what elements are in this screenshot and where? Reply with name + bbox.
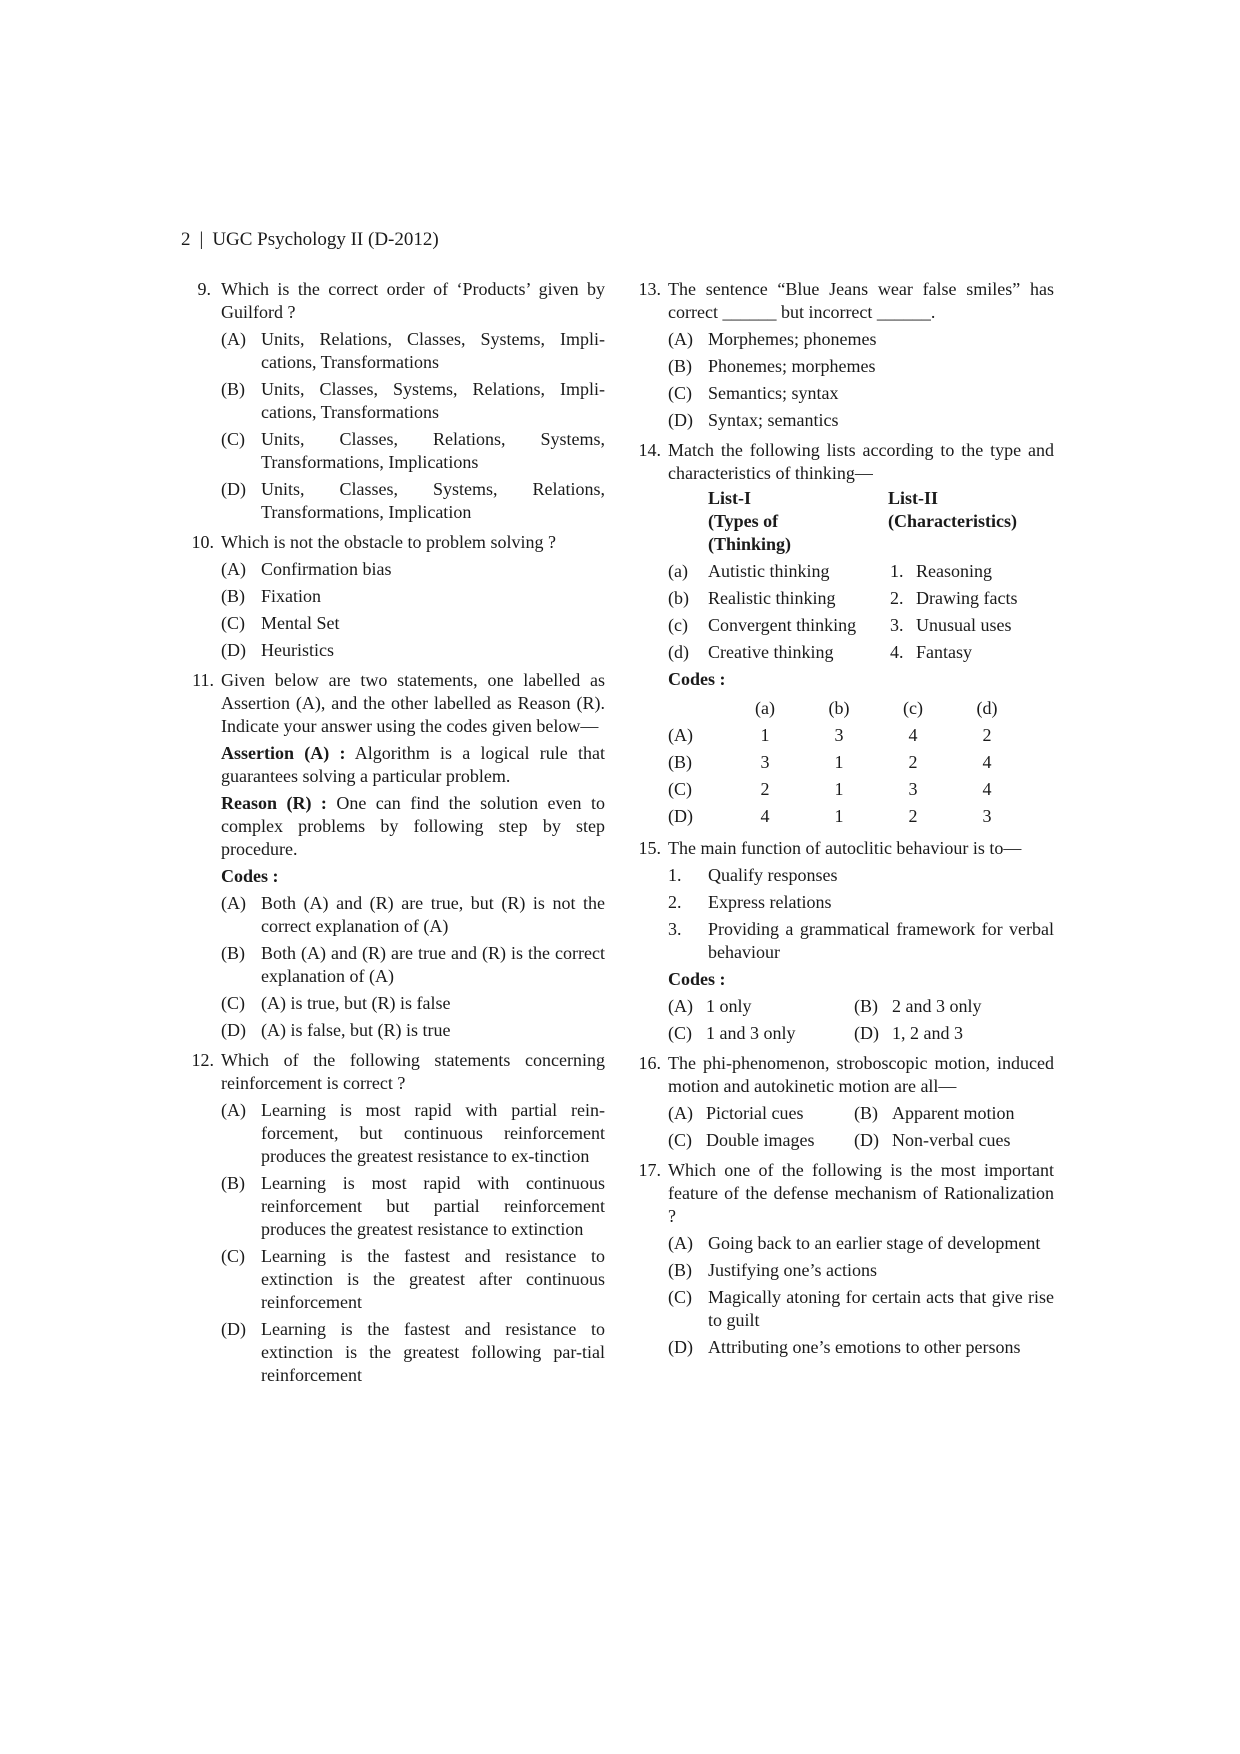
option-c <box>668 1129 854 1152</box>
question-15 <box>628 837 1054 1045</box>
code-header: (a) <box>755 698 775 718</box>
char-number: 4. <box>890 642 904 662</box>
page-number: 2 <box>181 229 191 250</box>
assertion-label: Assertion (A) : <box>221 743 346 763</box>
codes-heading: Codes : <box>668 969 726 989</box>
item-text: Express relations <box>708 892 832 912</box>
option-label: (A) <box>668 1103 693 1123</box>
question-16 <box>628 1052 1054 1152</box>
code-cell: 2 <box>908 806 918 826</box>
option-text: Magically atoning for certain acts that give rise to guilt <box>708 1287 1054 1330</box>
option-d <box>854 1022 1054 1045</box>
option-c <box>221 428 605 474</box>
question-number: 10. <box>191 532 214 552</box>
item-text: Qualify responses <box>708 865 838 885</box>
option-label: (B) <box>221 586 245 606</box>
option-d <box>221 639 605 662</box>
code-row-label: (A) <box>668 725 693 745</box>
code-cell: 3 <box>760 752 770 772</box>
list1-title: List-I <box>708 488 752 508</box>
option-label: (D) <box>221 479 246 499</box>
question-text: Given below are two statements, one labelled as Assertion (A), and the other labelled as Reason (R). Indicate your answer using the codes given below— <box>221 670 605 736</box>
left-column <box>181 278 605 1394</box>
option-c <box>668 1286 1054 1332</box>
question-number: 11. <box>192 670 214 690</box>
document-title: UGC Psychology II (D-2012) <box>212 229 439 250</box>
reason-label: Reason (R) : <box>221 793 327 813</box>
option-text: Units, Classes, Systems, Relations, Impli-cations, Transformations <box>261 379 605 422</box>
option-b <box>854 995 1054 1018</box>
option-a <box>221 558 605 581</box>
code-cell: 1 <box>834 779 844 799</box>
codes-table <box>668 695 1024 830</box>
list1-subtitle-2: (Thinking) <box>708 534 792 554</box>
thinking-type: Realistic thinking <box>708 588 836 608</box>
option-label: (B) <box>221 943 245 963</box>
characteristic: Drawing facts <box>916 588 1018 608</box>
option-label: (D) <box>221 1020 246 1040</box>
option-a <box>668 1232 1054 1255</box>
code-cell: 4 <box>760 806 770 826</box>
list1-subtitle: (Types of <box>708 511 779 531</box>
option-c <box>668 382 1054 405</box>
option-b <box>668 1259 1054 1282</box>
option-label: (A) <box>221 559 246 579</box>
option-text: Confirmation bias <box>261 559 392 579</box>
option-c <box>668 1022 854 1045</box>
option-text: Learning is the fastest and resistance to extinction is the greatest following par-tial reinforcement <box>261 1319 605 1385</box>
option-text: Units, Classes, Systems, Relations, Transformations, Implication <box>261 479 605 522</box>
code-cell: 2 <box>982 725 992 745</box>
option-a <box>221 328 605 374</box>
option-text: Pictorial cues <box>706 1103 804 1123</box>
code-row-b <box>668 749 1024 776</box>
question-number: 12. <box>191 1050 214 1070</box>
option-text: Going back to an earlier stage of development <box>708 1233 1041 1253</box>
code-cell: 2 <box>760 779 770 799</box>
question-14 <box>628 439 1054 830</box>
option-d <box>854 1129 1054 1152</box>
question-12 <box>181 1049 605 1387</box>
option-label: (D) <box>854 1130 879 1150</box>
option-d <box>668 409 1054 432</box>
option-text: Learning is most rapid with partial rein-forcement, but continuous reinforcement produces the greatest resistance to ex-tinction <box>261 1100 605 1166</box>
option-b <box>221 942 605 988</box>
code-row-d <box>668 803 1024 830</box>
option-text: Both (A) and (R) are true and (R) is the correct explanation of (A) <box>261 943 605 986</box>
option-label: (B) <box>668 1260 692 1280</box>
question-17 <box>628 1159 1054 1359</box>
characteristic: Unusual uses <box>916 615 1012 635</box>
option-b <box>221 378 605 424</box>
option-label: (A) <box>668 996 693 1016</box>
code-cell: 3 <box>982 806 992 826</box>
row-label: (c) <box>668 615 688 635</box>
list-item-3 <box>668 918 1054 964</box>
code-header: (d) <box>976 698 998 718</box>
option-label: (D) <box>668 1337 693 1357</box>
option-label: (A) <box>668 1233 693 1253</box>
code-row-label: (D) <box>668 806 693 826</box>
option-d <box>221 1019 605 1042</box>
item-number: 1. <box>668 865 682 885</box>
option-text: Non-verbal cues <box>892 1130 1011 1150</box>
option-b <box>221 1172 605 1241</box>
page-header <box>181 228 439 251</box>
question-text: Which one of the following is the most important feature of the defense mechanism of Rationalization ? <box>668 1160 1054 1226</box>
code-cell: 1 <box>760 725 770 745</box>
option-text: Phonemes; morphemes <box>708 356 876 376</box>
option-text: Units, Classes, Relations, Systems, Transformations, Implications <box>261 429 605 472</box>
code-cell: 4 <box>908 725 918 745</box>
codes-header-row <box>668 695 1024 722</box>
question-number: 15. <box>638 838 661 858</box>
option-label: (C) <box>221 429 245 449</box>
option-label: (B) <box>221 1173 245 1193</box>
option-label: (A) <box>221 893 246 913</box>
option-label: (C) <box>668 1287 692 1307</box>
thinking-type: Convergent thinking <box>708 615 857 635</box>
question-text: Match the following lists according to the type and characteristics of thinking— <box>668 440 1054 483</box>
option-d <box>221 1318 605 1387</box>
option-text: Semantics; syntax <box>708 383 839 403</box>
option-label: (A) <box>221 329 246 349</box>
codes-heading: Codes : <box>668 669 726 689</box>
assertion-text: Algorithm is a logical rule that guarantees solving a particular problem. <box>221 743 605 786</box>
question-10 <box>181 531 605 662</box>
option-text: Attributing one’s emotions to other persons <box>708 1337 1021 1357</box>
row-label: (d) <box>668 642 689 662</box>
code-cell: 1 <box>834 752 844 772</box>
question-number: 17. <box>638 1160 661 1180</box>
match-row <box>668 641 1054 664</box>
option-text: Mental Set <box>261 613 340 633</box>
item-number: 2. <box>668 892 682 912</box>
option-text: Justifying one’s actions <box>708 1260 877 1280</box>
char-number: 3. <box>890 615 904 635</box>
question-text: Which of the following statements concerning reinforcement is correct ? <box>221 1050 605 1093</box>
question-13 <box>628 278 1054 432</box>
option-text: 1 only <box>706 996 752 1016</box>
option-label: (D) <box>221 640 246 660</box>
list2-subtitle: (Characteristics) <box>888 511 1017 531</box>
option-text: 1, 2 and 3 <box>892 1023 963 1043</box>
question-number: 16. <box>638 1053 661 1073</box>
right-column <box>628 278 1054 1366</box>
option-label: (D) <box>854 1023 879 1043</box>
options-grid <box>668 1102 1054 1152</box>
option-text: 2 and 3 only <box>892 996 982 1016</box>
question-text: Which is not the obstacle to problem solving ? <box>221 532 556 552</box>
reason-text: One can find the solution even to complex problems by following step by step procedure. <box>221 793 605 859</box>
option-a <box>668 328 1054 351</box>
option-label: (B) <box>668 356 692 376</box>
option-label: (C) <box>221 993 245 1013</box>
question-text: The phi-phenomenon, stroboscopic motion, induced motion and autokinetic motion are all— <box>668 1053 1054 1096</box>
codes-heading: Codes : <box>221 866 279 886</box>
code-cell: 1 <box>834 806 844 826</box>
option-label: (A) <box>221 1100 246 1120</box>
option-a <box>221 1099 605 1168</box>
option-label: (B) <box>854 996 878 1016</box>
code-cell: 3 <box>834 725 844 745</box>
option-c <box>221 992 605 1015</box>
option-text: Fixation <box>261 586 322 606</box>
question-number: 13. <box>638 279 661 299</box>
option-text: 1 and 3 only <box>706 1023 796 1043</box>
header-separator: | <box>199 229 204 250</box>
code-cell: 4 <box>982 779 992 799</box>
question-text: The sentence “Blue Jeans wear false smiles” has correct ______ but incorrect ______. <box>668 279 1054 322</box>
option-a <box>221 892 605 938</box>
option-label: (B) <box>221 379 245 399</box>
code-header: (b) <box>828 698 850 718</box>
options-grid <box>668 995 1054 1045</box>
char-number: 2. <box>890 588 904 608</box>
option-c <box>221 612 605 635</box>
option-label: (A) <box>668 329 693 349</box>
reason <box>221 792 605 861</box>
option-label: (D) <box>221 1319 246 1339</box>
option-text: Both (A) and (R) are true, but (R) is not the correct explanation of (A) <box>261 893 605 936</box>
option-text: Learning is most rapid with continuous reinforcement but partial reinforcement produces the greatest resistance to extinction <box>261 1173 605 1239</box>
question-9 <box>181 278 605 524</box>
match-row <box>668 560 1054 583</box>
match-row <box>668 614 1054 637</box>
option-label: (C) <box>668 1023 692 1043</box>
option-b <box>221 585 605 608</box>
code-cell: 4 <box>982 752 992 772</box>
option-d <box>668 1336 1054 1359</box>
option-label: (C) <box>221 1246 245 1266</box>
assertion <box>221 742 605 788</box>
question-text: Which is the correct order of ‘Products’ given by Guilford ? <box>221 279 605 322</box>
list2-title: List-II <box>888 488 939 508</box>
code-header: (c) <box>903 698 923 718</box>
option-label: (D) <box>668 410 693 430</box>
question-number: 9. <box>197 279 211 299</box>
characteristic: Reasoning <box>916 561 992 581</box>
thinking-type: Creative thinking <box>708 642 834 662</box>
option-text: Double images <box>706 1130 815 1150</box>
option-label: (B) <box>854 1103 878 1123</box>
option-c <box>221 1245 605 1314</box>
code-row-label: (B) <box>668 752 692 772</box>
option-text: Morphemes; phonemes <box>708 329 877 349</box>
item-text: Providing a grammatical framework for verbal behaviour <box>708 919 1054 962</box>
option-text: Heuristics <box>261 640 334 660</box>
option-a <box>668 1102 854 1125</box>
code-cell: 3 <box>908 779 918 799</box>
option-text: (A) is false, but (R) is true <box>261 1020 451 1040</box>
option-d <box>221 478 605 524</box>
option-a <box>668 995 854 1018</box>
row-label: (a) <box>668 561 688 581</box>
list-item-1 <box>668 864 1054 887</box>
question-11 <box>181 669 605 1042</box>
code-row-a <box>668 722 1024 749</box>
thinking-type: Autistic thinking <box>708 561 830 581</box>
option-b <box>854 1102 1054 1125</box>
code-row-label: (C) <box>668 779 692 799</box>
option-b <box>668 355 1054 378</box>
option-text: Apparent motion <box>892 1103 1015 1123</box>
question-text: The main function of autoclitic behaviour is to— <box>668 838 1022 858</box>
question-number: 14. <box>638 440 661 460</box>
row-label: (b) <box>668 588 689 608</box>
option-text: Units, Relations, Classes, Systems, Impli-cations, Transformations <box>261 329 605 372</box>
code-row-c <box>668 776 1024 803</box>
option-label: (C) <box>668 383 692 403</box>
option-text: (A) is true, but (R) is false <box>261 993 451 1013</box>
list-item-2 <box>668 891 1054 914</box>
item-number: 3. <box>668 919 682 939</box>
option-label: (C) <box>221 613 245 633</box>
option-text: Learning is the fastest and resistance to extinction is the greatest after continuous reinforcement <box>261 1246 605 1312</box>
char-number: 1. <box>890 561 904 581</box>
list-header <box>668 487 1054 556</box>
match-row <box>668 587 1054 610</box>
option-text: Syntax; semantics <box>708 410 839 430</box>
code-cell: 2 <box>908 752 918 772</box>
option-label: (C) <box>668 1130 692 1150</box>
characteristic: Fantasy <box>916 642 972 662</box>
